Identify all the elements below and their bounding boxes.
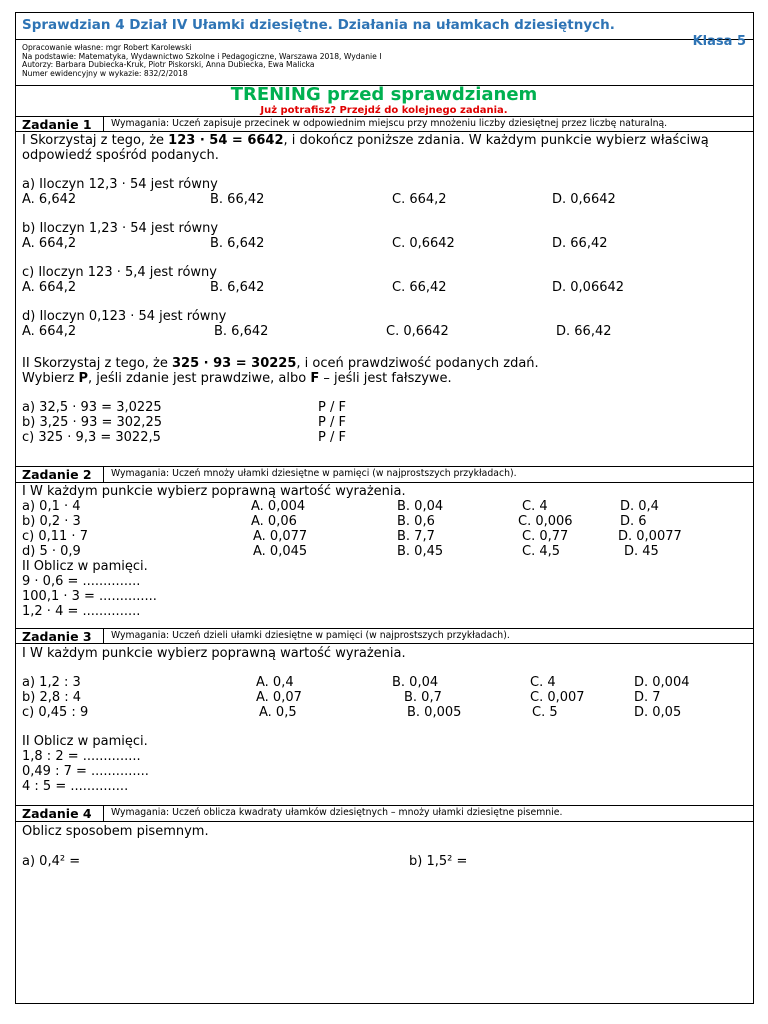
task2-top-line xyxy=(15,466,754,467)
task1-label: Zadanie 1 xyxy=(22,117,92,132)
task1-requirement: Wymagania: Uczeń zapisuje przecinek w odpowiednim miejscu przy mnożeniu liczby dziesiętnej przez liczbę naturalną. xyxy=(111,118,668,129)
task2-d-option-a[interactable]: A. 0,045 xyxy=(253,544,308,559)
task1-tf-item-a: a) 32,5 · 93 = 3,0225 xyxy=(22,400,162,415)
task2-mental-2[interactable]: 100,1 · 3 = .............. xyxy=(22,589,157,604)
task3-c-option-b[interactable]: B. 0,005 xyxy=(407,705,462,720)
task1-d-option-c[interactable]: C. 0,6642 xyxy=(386,324,449,339)
task3-mental-2[interactable]: 0,49 : 7 = .............. xyxy=(22,764,149,779)
task3-question-b: b) 2,8 : 4 xyxy=(22,690,82,705)
task2-d-option-b[interactable]: B. 0,45 xyxy=(397,544,444,559)
task1-part1-intro-line2: odpowiedź spośród podanych. xyxy=(22,148,219,163)
task2-part1-intro: I W każdym punkcie wybierz poprawną wartość wyrażenia. xyxy=(22,484,406,499)
document-title: Sprawdzian 4 Dział IV Ułamki dziesiętne. Działania na ułamkach dziesiętnych. xyxy=(22,17,615,33)
task2-question-b: b) 0,2 · 3 xyxy=(22,514,81,529)
task2-c-option-d[interactable]: D. 0,0077 xyxy=(618,529,682,544)
task1-tf-choice-c[interactable]: P / F xyxy=(318,430,346,445)
task1-c-option-b[interactable]: B. 6,642 xyxy=(210,280,265,295)
task3-part1-intro: I W każdym punkcie wybierz poprawną wartość wyrażenia. xyxy=(22,646,406,661)
task1-a-option-a[interactable]: A. 6,642 xyxy=(22,192,77,207)
task2-d-option-d[interactable]: D. 45 xyxy=(624,544,659,559)
meta-line-author: Opracowanie własne: mgr Robert Karolewski xyxy=(22,43,192,52)
task2-a-option-b[interactable]: B. 0,04 xyxy=(397,499,444,514)
task3-requirement: Wymagania: Uczeń dzieli ułamki dziesiętne w pamięci (w najprostszych przykładach). xyxy=(111,630,510,641)
task4-label: Zadanie 4 xyxy=(22,806,92,821)
task3-mental-1[interactable]: 1,8 : 2 = .............. xyxy=(22,749,141,764)
task2-question-a: a) 0,1 · 4 xyxy=(22,499,81,514)
task4-bottom-line xyxy=(15,821,754,822)
task3-question-c: c) 0,45 : 9 xyxy=(22,705,89,720)
task1-question-d: d) Iloczyn 0,123 · 54 jest równy xyxy=(22,309,227,324)
banner-subtitle: Już potrafisz? Przejdź do kolejnego zadania. xyxy=(260,105,508,116)
task4-top-line xyxy=(15,805,754,806)
task2-c-option-b[interactable]: B. 7,7 xyxy=(397,529,435,544)
task1-top-line xyxy=(15,116,754,117)
task3-c-option-d[interactable]: D. 0,05 xyxy=(634,705,682,720)
task3-b-option-a[interactable]: A. 0,07 xyxy=(256,690,302,705)
task1-b-option-d[interactable]: D. 66,42 xyxy=(552,236,608,251)
meta-line-source: Na podstawie: Matematyka, Wydawnictwo Szkolne i Pedagogiczne, Warszawa 2018, Wydanie I xyxy=(22,51,382,61)
meta-line-authors: Autorzy: Barbara Dubiecka-Kruk, Piotr Piskorski, Anna Dubiecka, Ewa Malicka xyxy=(22,60,315,69)
task1-d-option-b[interactable]: B. 6,642 xyxy=(214,324,269,339)
task1-divider xyxy=(103,116,104,131)
task1-a-option-c[interactable]: C. 664,2 xyxy=(392,192,447,207)
task2-part2-intro: II Oblicz w pamięci. xyxy=(22,559,148,574)
task2-b-option-d[interactable]: D. 6 xyxy=(620,514,647,529)
task1-question-b: b) Iloczyn 1,23 · 54 jest równy xyxy=(22,221,219,236)
task4-requirement: Wymagania: Uczeń oblicza kwadraty ułamków dziesiętnych – mnoży ułamki dziesiętne pisemnie. xyxy=(111,807,563,818)
task1-c-option-a[interactable]: A. 664,2 xyxy=(22,280,77,295)
task1-question-c: c) Iloczyn 123 · 5,4 jest równy xyxy=(22,265,217,280)
task2-a-option-a[interactable]: A. 0,004 xyxy=(251,499,306,514)
task3-b-option-d[interactable]: D. 7 xyxy=(634,690,661,705)
task4-item-a[interactable]: a) 0,4² = xyxy=(22,854,81,869)
task3-divider xyxy=(103,628,104,643)
header-divider xyxy=(15,39,754,40)
task3-a-option-d[interactable]: D. 0,004 xyxy=(634,675,690,690)
task3-a-option-b[interactable]: B. 0,04 xyxy=(392,675,439,690)
task1-d-option-a[interactable]: A. 664,2 xyxy=(22,324,77,339)
task4-item-b[interactable]: b) 1,5² = xyxy=(409,854,468,869)
task2-c-option-a[interactable]: A. 0,077 xyxy=(253,529,308,544)
task2-bottom-line xyxy=(15,482,754,483)
task1-b-option-c[interactable]: C. 0,6642 xyxy=(392,236,455,251)
task3-c-option-a[interactable]: A. 0,5 xyxy=(259,705,297,720)
task2-c-option-c[interactable]: C. 0,77 xyxy=(522,529,569,544)
task1-question-a: a) Iloczyn 12,3 · 54 jest równy xyxy=(22,177,218,192)
task1-part1-intro: I Skorzystaj z tego, że 123 · 54 = 6642, i dokończ poniższe zdania. W każdym punkcie wybierz właściwą xyxy=(22,133,709,148)
banner-title: TRENING przed sprawdzianem xyxy=(230,84,538,105)
task2-divider xyxy=(103,466,104,482)
task2-requirement: Wymagania: Uczeń mnoży ułamki dziesiętne w pamięci (w najprostszych przykładach). xyxy=(111,468,517,479)
task2-label: Zadanie 2 xyxy=(22,467,92,482)
task4-intro: Oblicz sposobem pisemnym. xyxy=(22,824,209,839)
task3-b-option-b[interactable]: B. 0,7 xyxy=(404,690,442,705)
task2-b-option-c[interactable]: C. 0,006 xyxy=(518,514,573,529)
task3-c-option-c[interactable]: C. 5 xyxy=(532,705,558,720)
task3-part2-intro: II Oblicz w pamięci. xyxy=(22,734,148,749)
task1-c-option-c[interactable]: C. 66,42 xyxy=(392,280,447,295)
task2-a-option-d[interactable]: D. 0,4 xyxy=(620,499,659,514)
task1-b-option-b[interactable]: B. 6,642 xyxy=(210,236,265,251)
task3-a-option-a[interactable]: A. 0,4 xyxy=(256,675,294,690)
task2-question-d: d) 5 · 0,9 xyxy=(22,544,81,559)
task2-d-option-c[interactable]: C. 4,5 xyxy=(522,544,561,559)
task1-b-option-a[interactable]: A. 664,2 xyxy=(22,236,77,251)
task3-top-line xyxy=(15,628,754,629)
task3-mental-3[interactable]: 4 : 5 = .............. xyxy=(22,779,129,794)
task1-a-option-b[interactable]: B. 66,42 xyxy=(210,192,265,207)
task2-mental-3[interactable]: 1,2 · 4 = .............. xyxy=(22,604,141,619)
task1-tf-item-c: c) 325 · 9,3 = 3022,5 xyxy=(22,430,161,445)
task3-question-a: a) 1,2 : 3 xyxy=(22,675,81,690)
task2-a-option-c[interactable]: C. 4 xyxy=(522,499,548,514)
task3-a-option-c[interactable]: C. 4 xyxy=(530,675,556,690)
task1-c-option-d[interactable]: D. 0,06642 xyxy=(552,280,625,295)
task1-tf-item-b: b) 3,25 · 93 = 302,25 xyxy=(22,415,162,430)
task1-part2-intro: II Skorzystaj z tego, że 325 · 93 = 30225, i oceń prawdziwość podanych zdań. xyxy=(22,356,539,371)
task1-bottom-line xyxy=(15,131,754,132)
task2-b-option-b[interactable]: B. 0,6 xyxy=(397,514,435,529)
task2-b-option-a[interactable]: A. 0,06 xyxy=(251,514,297,529)
task3-bottom-line xyxy=(15,643,754,644)
task3-b-option-c[interactable]: C. 0,007 xyxy=(530,690,585,705)
task1-a-option-d[interactable]: D. 0,6642 xyxy=(552,192,616,207)
task1-tf-choice-b[interactable]: P / F xyxy=(318,415,346,430)
task1-part2-instruction: Wybierz P, jeśli zdanie jest prawdziwe, albo F – jeśli jest fałszywe. xyxy=(22,371,452,386)
class-label: Klasa 5 xyxy=(692,34,746,49)
task2-mental-1[interactable]: 9 · 0,6 = .............. xyxy=(22,574,141,589)
meta-line-number: Numer ewidencyjny w wykazie: 832/2/2018 xyxy=(22,68,188,78)
task3-label: Zadanie 3 xyxy=(22,629,92,644)
task1-d-option-d[interactable]: D. 66,42 xyxy=(556,324,612,339)
task2-question-c: c) 0,11 · 7 xyxy=(22,529,88,544)
task4-divider xyxy=(103,805,104,821)
task1-tf-choice-a[interactable]: P / F xyxy=(318,400,346,415)
